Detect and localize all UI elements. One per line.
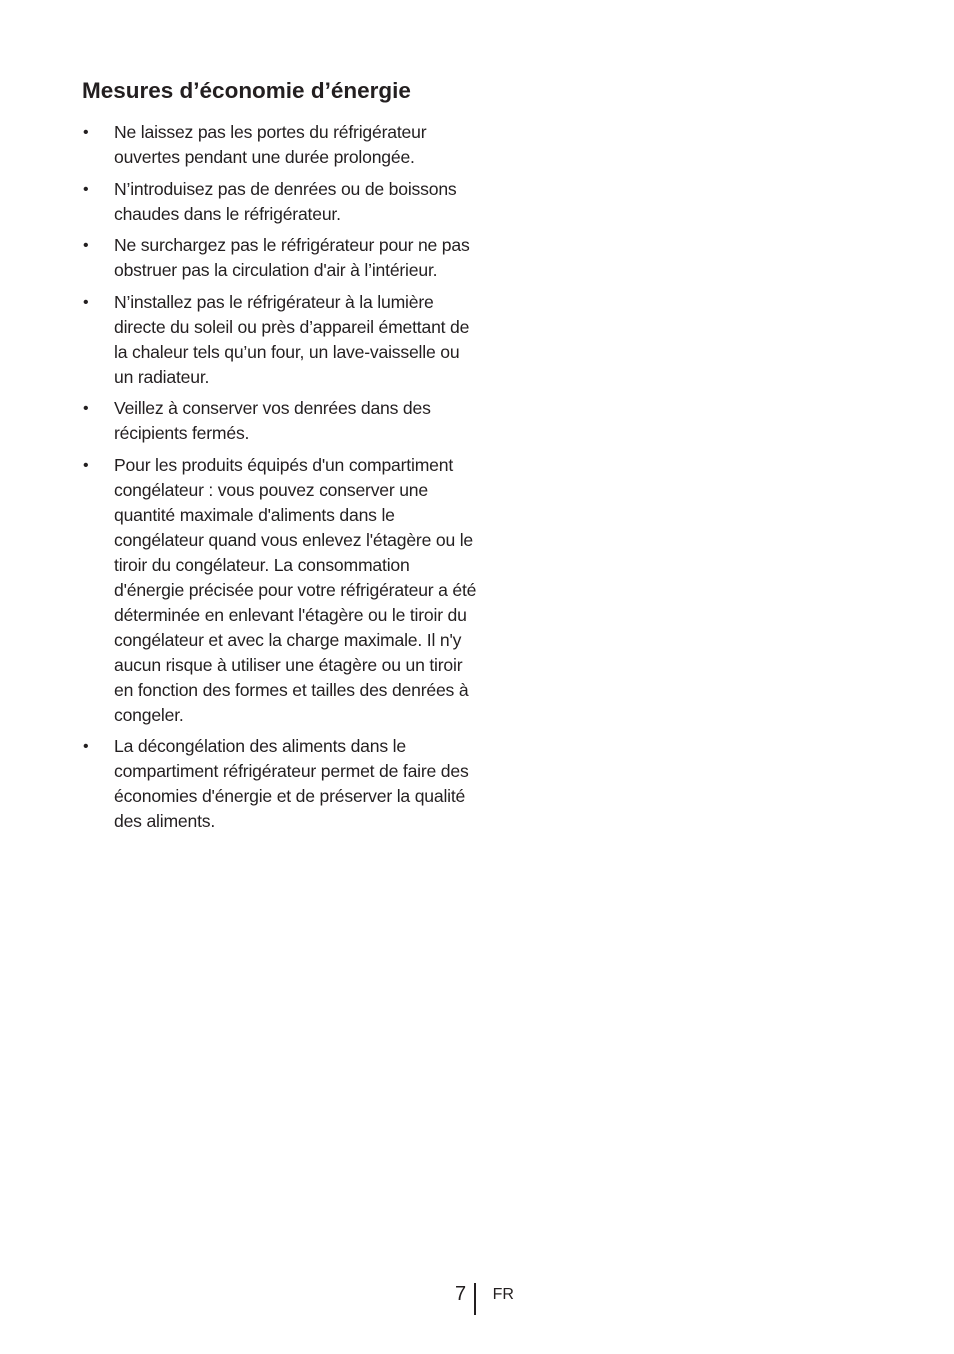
list-item-text: Pour les produits équipés d'un compartiment congélateur : vous pouvez conserver une quantité maximale d'aliments dans le congélateur quand vous enlevez l'étagère ou le tiroir du congélateur. La consommation d'énergie précisée pour votre réfrigérateur a été déterminée en enlevant l'étagère ou le tiroir du congélateur et avec la charge maximale. Il n'y aucun risque à utiliser une étagère ou un tiroir en fonction des formes et tailles des denrées à congeler. bbox=[114, 454, 477, 725]
list-item-text: Veillez à conserver vos denrées dans des récipients fermés. bbox=[114, 398, 431, 443]
bullet-icon: • bbox=[83, 456, 89, 474]
page-content bbox=[82, 76, 482, 841]
list-item bbox=[82, 453, 482, 728]
bullet-icon: • bbox=[83, 293, 89, 311]
bullet-icon: • bbox=[83, 124, 89, 141]
list-item bbox=[82, 177, 482, 227]
bullet-icon: • bbox=[83, 400, 89, 417]
list-item bbox=[82, 120, 482, 170]
page-footer bbox=[455, 1281, 514, 1315]
language-code: FR bbox=[492, 1286, 514, 1303]
bullet-icon: • bbox=[83, 180, 89, 198]
bullet-icon: • bbox=[83, 738, 89, 755]
list-item bbox=[82, 396, 482, 446]
list-item-text: Ne surchargez pas le réfrigérateur pour ne pas obstruer pas la circulation d'air à l’intérieur. bbox=[114, 235, 470, 280]
list-item bbox=[82, 734, 482, 834]
list-item-text: N’installez pas le réfrigérateur à la lumière directe du soleil ou près d’appareil émettant de la chaleur tels qu’un four, un lave-vaisselle ou un radiateur. bbox=[114, 291, 470, 387]
list-item bbox=[82, 233, 482, 283]
bullet-icon: • bbox=[83, 237, 89, 254]
list-item bbox=[82, 290, 482, 390]
page-number: 7 bbox=[455, 1283, 467, 1305]
energy-saving-list bbox=[82, 120, 482, 834]
list-item-text: La décongélation des aliments dans le compartiment réfrigérateur permet de faire des économies d'énergie et de préserver la qualité des aliments. bbox=[114, 736, 469, 831]
list-item-text: N’introduisez pas de denrées ou de boissons chaudes dans le réfrigérateur. bbox=[114, 178, 457, 224]
list-item-text: Ne laissez pas les portes du réfrigérateur ouvertes pendant une durée prolongée. bbox=[114, 122, 427, 167]
section-title: Mesures d’économie d’énergie bbox=[82, 78, 411, 103]
